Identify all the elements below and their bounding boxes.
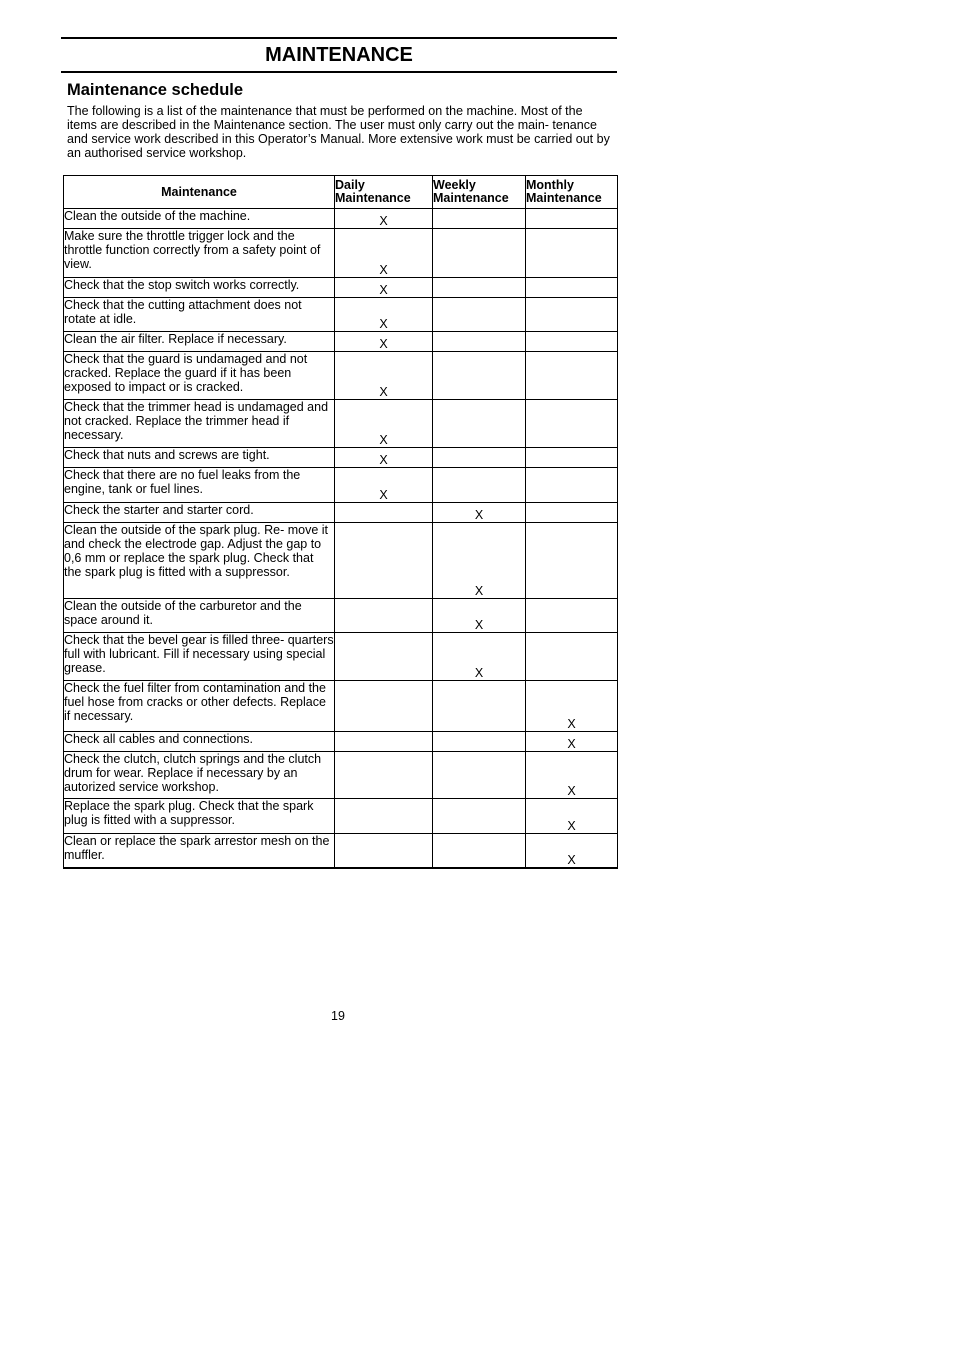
daily-cell: X [335,332,433,352]
task-cell: Clean the air filter. Replace if necessary. [64,332,335,352]
header-maintenance: Maintenance [64,176,335,209]
weekly-cell [433,278,526,298]
table-row [64,503,618,523]
daily-cell: X [335,229,433,278]
weekly-cell [433,400,526,448]
weekly-cell [433,298,526,332]
daily-cell [335,503,433,523]
task-cell: Check that the trimmer head is undamaged and not cracked. Replace the trimmer head if necessary. [64,400,335,448]
table-row [64,400,618,448]
monthly-cell: X [526,732,618,752]
task-cell: Clean the outside of the machine. [64,209,335,229]
task-cell: Check the clutch, clutch springs and the clutch drum for wear. Replace if necessary by an autorized service workshop. [64,752,335,799]
page-number: 19 [331,1009,345,1023]
daily-cell [335,681,433,732]
weekly-cell [433,332,526,352]
weekly-cell [433,752,526,799]
daily-cell: X [335,278,433,298]
table-row [64,732,618,752]
task-cell: Clean the outside of the spark plug. Re- move it and check the electrode gap. Adjust the gap to 0,6 mm or replace the spark plug. Check that the spark plug is fitted with a suppressor. [64,523,335,599]
task-cell: Replace the spark plug. Check that the spark plug is fitted with a suppressor. [64,799,335,834]
daily-cell: X [335,209,433,229]
daily-cell: X [335,468,433,503]
monthly-cell [526,448,618,468]
header-monthly: Monthly Maintenance [526,176,618,209]
task-cell: Check all cables and connections. [64,732,335,752]
monthly-cell [526,468,618,503]
table-row [64,799,618,834]
header-daily: Daily Maintenance [335,176,433,209]
monthly-cell: X [526,752,618,799]
daily-cell [335,633,433,681]
weekly-cell [433,352,526,400]
monthly-cell [526,332,618,352]
table-row [64,681,618,732]
weekly-cell [433,468,526,503]
table-row [64,448,618,468]
table-header-row [64,176,618,209]
table-row [64,834,618,868]
daily-cell: X [335,298,433,332]
task-cell: Clean the outside of the carburetor and the space around it. [64,599,335,633]
monthly-cell [526,633,618,681]
daily-cell [335,732,433,752]
table-row [64,278,618,298]
weekly-cell: X [433,503,526,523]
weekly-cell [433,681,526,732]
page-title: MAINTENANCE [265,44,413,66]
header-weekly: Weekly Maintenance [433,176,526,209]
monthly-cell: X [526,834,618,868]
daily-cell [335,752,433,799]
monthly-cell [526,523,618,599]
monthly-cell [526,298,618,332]
daily-cell [335,799,433,834]
table-row [64,752,618,799]
monthly-cell: X [526,681,618,732]
weekly-cell: X [433,523,526,599]
table-row [64,523,618,599]
daily-cell [335,599,433,633]
monthly-cell [526,503,618,523]
monthly-cell [526,352,618,400]
weekly-cell [433,834,526,868]
section-heading: Maintenance schedule [67,81,244,99]
daily-cell [335,834,433,868]
task-cell: Check that the cutting attachment does not rotate at idle. [64,298,335,332]
task-cell: Make sure the throttle trigger lock and the throttle function correctly from a safety point of view. [64,229,335,278]
table-row [64,599,618,633]
monthly-cell [526,278,618,298]
daily-cell: X [335,448,433,468]
task-cell: Clean or replace the spark arrestor mesh on the muffler. [64,834,335,868]
table-row [64,468,618,503]
daily-cell [335,523,433,599]
task-cell: Check that there are no fuel leaks from the engine, tank or fuel lines. [64,468,335,503]
weekly-cell [433,799,526,834]
monthly-cell: X [526,799,618,834]
monthly-cell [526,599,618,633]
maintenance-schedule-table [63,175,618,869]
weekly-cell [433,209,526,229]
daily-cell: X [335,400,433,448]
table-row [64,298,618,332]
weekly-cell [433,448,526,468]
table-row [64,633,618,681]
intro-paragraph: The following is a list of the maintenance that must be performed on the machine. Most of the items are described in the Maintenance section. The user must only carry out the main- tenance and service work described in this Operator’s Manual. More extensive work must be carried out by an authorised service workshop. [67,104,610,160]
task-cell: Check that nuts and screws are tight. [64,448,335,468]
monthly-cell [526,229,618,278]
task-cell: Check that the bevel gear is filled three- quarters full with lubricant. Fill if necessary using special grease. [64,633,335,681]
monthly-cell [526,209,618,229]
daily-cell: X [335,352,433,400]
weekly-cell [433,229,526,278]
task-cell: Check that the stop switch works correctly. [64,278,335,298]
task-cell: Check the fuel filter from contamination and the fuel hose from cracks or other defects. Replace if necessary. [64,681,335,732]
task-cell: Check the starter and starter cord. [64,503,335,523]
weekly-cell [433,732,526,752]
table-row [64,332,618,352]
table-row [64,229,618,278]
weekly-cell: X [433,633,526,681]
task-cell: Check that the guard is undamaged and not cracked. Replace the guard if it has been exposed to impact or is cracked. [64,352,335,400]
monthly-cell [526,400,618,448]
title-bar [61,37,617,73]
table-row [64,352,618,400]
table-row [64,209,618,229]
weekly-cell: X [433,599,526,633]
